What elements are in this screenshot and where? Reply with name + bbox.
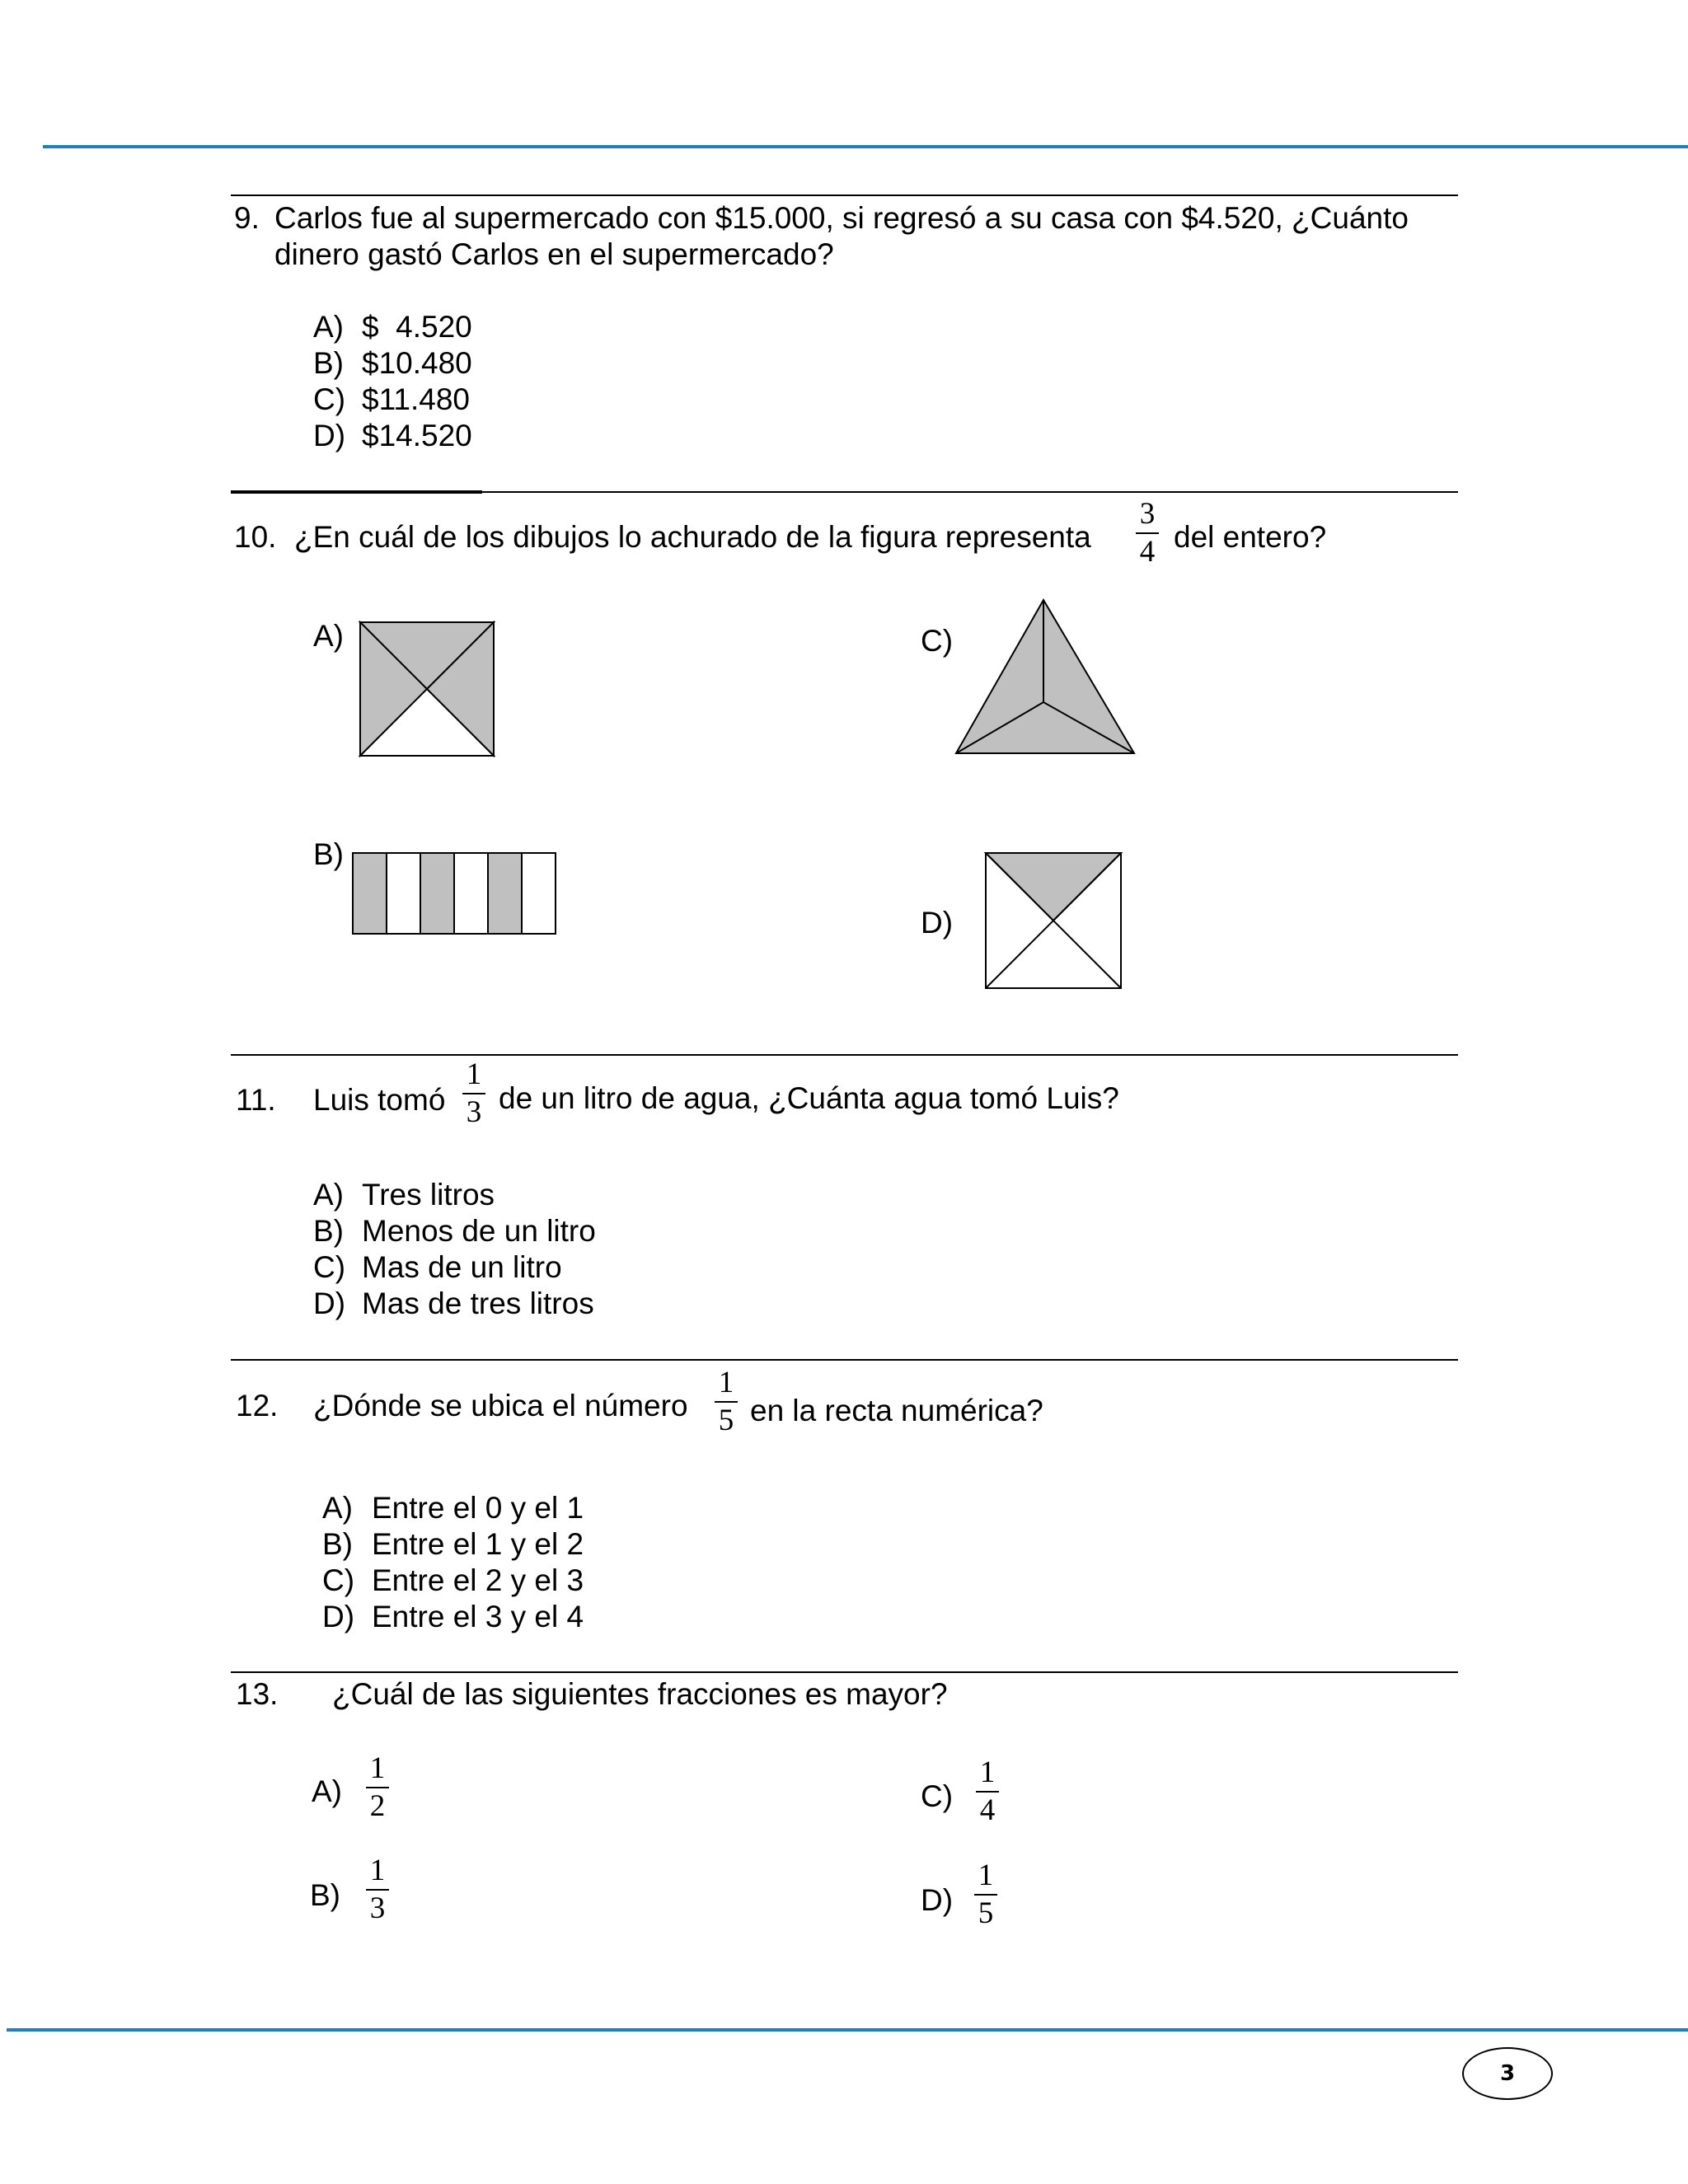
q13-option-c-numerator: 1 (979, 1755, 996, 1789)
q12-option-d-letter: D) (322, 1600, 355, 1633)
q11-option-b-letter: B) (313, 1214, 344, 1248)
q13-text: ¿Cuál de las siguientes fracciones es mayor? (332, 1677, 948, 1711)
q11-top-rule (231, 1054, 1458, 1056)
q10-fraction-bar (1136, 532, 1159, 534)
q13-option-a-numerator: 1 (369, 1751, 386, 1785)
q11-option-d-letter: D) (313, 1286, 346, 1320)
q10-figure-b (352, 852, 560, 935)
q10-number: 10. (234, 520, 277, 554)
q13-option-b-bar (366, 1889, 389, 1891)
q9-option-c-text: $11.480 (362, 382, 470, 416)
q10-text-before: ¿En cuál de los dibujos lo achurado de la figura representa (294, 520, 1091, 554)
q11-option-c-text: Mas de un litro (362, 1250, 562, 1284)
q10-fraction (1131, 498, 1164, 569)
q12-option-b-letter: B) (322, 1527, 353, 1561)
q13-option-c-denominator: 4 (979, 1793, 996, 1827)
q12-fraction-numerator: 1 (718, 1366, 734, 1399)
q12-option-a-letter: A) (322, 1491, 353, 1525)
q9-option-b-text: $10.480 (362, 346, 472, 380)
q12-fraction (710, 1366, 743, 1437)
q13-option-a-bar (366, 1787, 389, 1788)
q10-text-after: del entero? (1174, 520, 1327, 554)
q11-fraction-denominator: 3 (466, 1095, 482, 1129)
page-number: 3 (1499, 2061, 1516, 2086)
q11-option-d-text: Mas de tres litros (362, 1286, 594, 1320)
q11-number: 11. (236, 1083, 276, 1117)
q12-fraction-denominator: 5 (718, 1404, 734, 1437)
q9-option-a-letter: A) (313, 310, 344, 344)
header-rule (43, 145, 1688, 148)
q13-number: 13. (236, 1677, 279, 1711)
q13-option-a-letter: A) (312, 1774, 342, 1808)
q12-option-c-text: Entre el 2 y el 3 (372, 1563, 584, 1597)
q11-fraction (457, 1058, 490, 1129)
q12-option-c-letter: C) (322, 1563, 355, 1597)
q10-option-b-letter: B) (313, 837, 344, 871)
q12-option-a-text: Entre el 0 y el 1 (372, 1491, 584, 1525)
q13-option-a-fraction (361, 1752, 394, 1823)
q9-number: 9. (234, 201, 260, 235)
q9-option-c-letter: C) (313, 382, 346, 416)
q11-fraction-numerator: 1 (466, 1057, 482, 1091)
q9-option-d-text: $14.520 (362, 419, 472, 452)
q13-option-d-bar (974, 1894, 997, 1896)
q12-fraction-bar (715, 1401, 738, 1403)
q11-text-before: Luis tomó (313, 1083, 446, 1117)
q10-fraction-denominator: 4 (1139, 535, 1156, 569)
q13-top-rule (231, 1671, 1458, 1673)
q11-option-a-letter: A) (313, 1178, 344, 1212)
q10-figure-a (359, 621, 495, 757)
page-number-badge (1462, 2047, 1553, 2100)
q12-option-b-text: Entre el 1 y el 2 (372, 1527, 584, 1561)
q11-option-b-text: Menos de un litro (362, 1214, 596, 1248)
q12-top-rule (231, 1359, 1458, 1361)
q13-option-c-letter: C) (921, 1779, 954, 1813)
q13-option-b-fraction (361, 1854, 394, 1925)
q13-option-c-bar (976, 1791, 999, 1793)
q10-fraction-numerator: 3 (1139, 497, 1156, 531)
q10-option-d-letter: D) (921, 906, 954, 940)
q13-option-b-letter: B) (310, 1878, 340, 1912)
q11-fraction-bar (462, 1093, 485, 1094)
q9-option-d-letter: D) (313, 419, 346, 452)
q9-text-line2: dinero gastó Carlos en el supermercado? (274, 237, 834, 271)
q13-option-d-denominator: 5 (978, 1896, 994, 1930)
q12-text-before: ¿Dónde se ubica el número (313, 1389, 688, 1422)
q12-text-after: en la recta numérica? (750, 1394, 1043, 1427)
q9-text-line1: Carlos fue al supermercado con $15.000, si regresó a su casa con $4.520, ¿Cuánto (274, 201, 1409, 235)
q10-figure-d (985, 852, 1122, 989)
q12-option-d-text: Entre el 3 y el 4 (372, 1600, 584, 1633)
q13-option-d-letter: D) (921, 1883, 954, 1917)
q13-option-d-numerator: 1 (978, 1858, 994, 1892)
q9-option-b-letter: B) (313, 346, 344, 380)
q10-rule-accent (231, 490, 482, 494)
q11-option-c-letter: C) (313, 1250, 346, 1284)
q13-option-c-fraction (971, 1756, 1004, 1827)
q13-option-d-fraction (969, 1859, 1002, 1930)
q12-number: 12. (236, 1389, 279, 1422)
q10-option-c-letter: C) (921, 624, 954, 658)
q10-option-a-letter: A) (313, 619, 344, 653)
q13-option-b-numerator: 1 (369, 1854, 386, 1887)
q11-text-after: de un litro de agua, ¿Cuánta agua tomó Luis? (499, 1081, 1119, 1115)
q9-option-a-text: $ 4.520 (362, 310, 472, 344)
q13-option-a-denominator: 2 (369, 1789, 386, 1823)
q13-option-b-denominator: 3 (369, 1891, 386, 1925)
q10-figure-c (954, 598, 1136, 757)
footer-rule (7, 2028, 1688, 2032)
q9-top-rule (231, 194, 1458, 196)
q11-option-a-text: Tres litros (362, 1178, 495, 1212)
